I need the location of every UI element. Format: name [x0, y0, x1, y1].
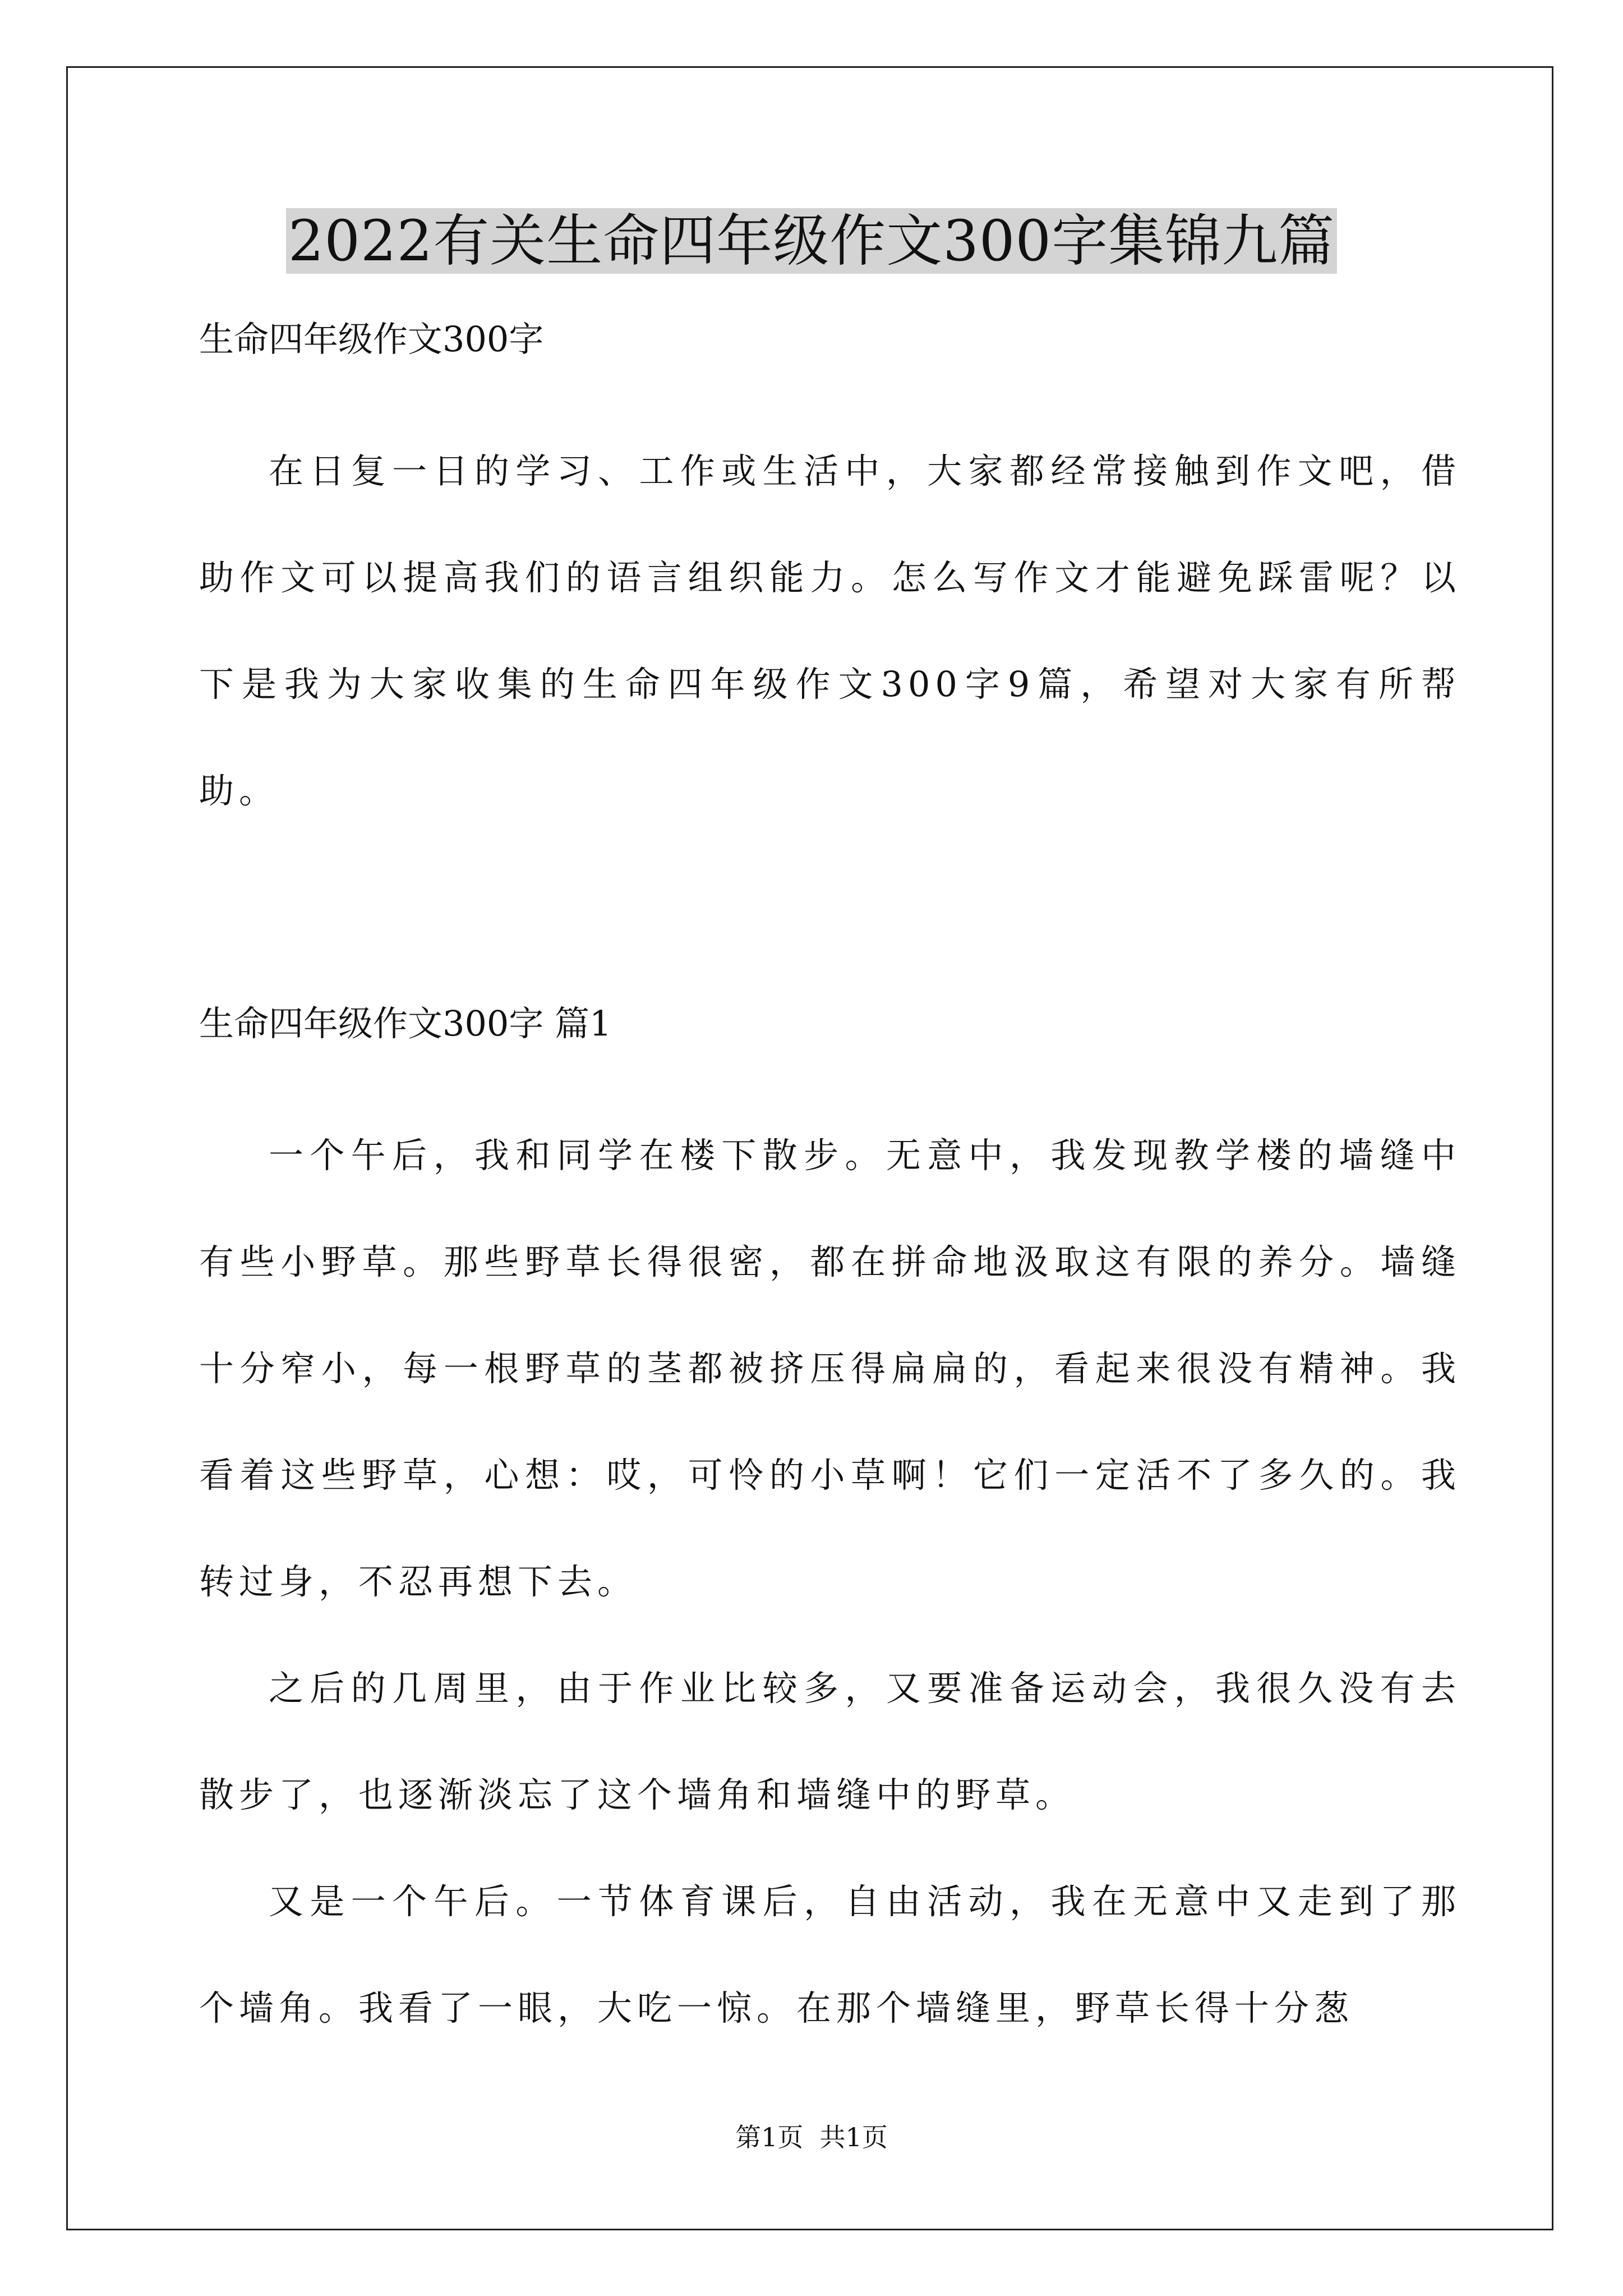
page-footer: 第1页 共1页: [735, 2122, 888, 2152]
document-body: [199, 314, 1461, 2062]
body-paragraph: 又是一个午后。一节体育课后，自由活动，我在无意中又走到了那个墙角。我看了一眼，大吃一惊。在那个墙缝里，野草长得十分葱: [199, 1881, 1461, 2028]
document-title: [0, 202, 1623, 280]
body-paragraph: 之后的几周里，由于作业比较多，又要准备运动会，我很久没有去散步了，也逐渐淡忘了这个墙角和墙缝中的野草。: [199, 1668, 1461, 1815]
section-heading: 生命四年级作文300字 篇1: [199, 1003, 612, 1044]
intro-heading: 生命四年级作文300字: [199, 319, 544, 360]
body-paragraph: 一个午后，我和同学在楼下散步。无意中，我发现教学楼的墙缝中有些小野草。那些野草长得很密，都在拼命地汲取这有限的养分。墙缝十分窄小，每一根野草的茎都被挤压得扁扁的，看起来很没有精神。我看着这些野草，心想：哎，可怜的小草啊！它们一定活不了多久的。我转过身，不忍再想下去。: [199, 1135, 1461, 1602]
document-title-text: 2022有关生命四年级作文300字集锦九篇: [286, 208, 1337, 274]
intro-paragraph: 在日复一日的学习、工作或生活中，大家都经常接触到作文吧，借助作文可以提高我们的语言组织能力。怎么写作文才能避免踩雷呢？以下是我为大家收集的生命四年级作文300字9篇，希望对大家有所帮助。: [199, 450, 1461, 811]
